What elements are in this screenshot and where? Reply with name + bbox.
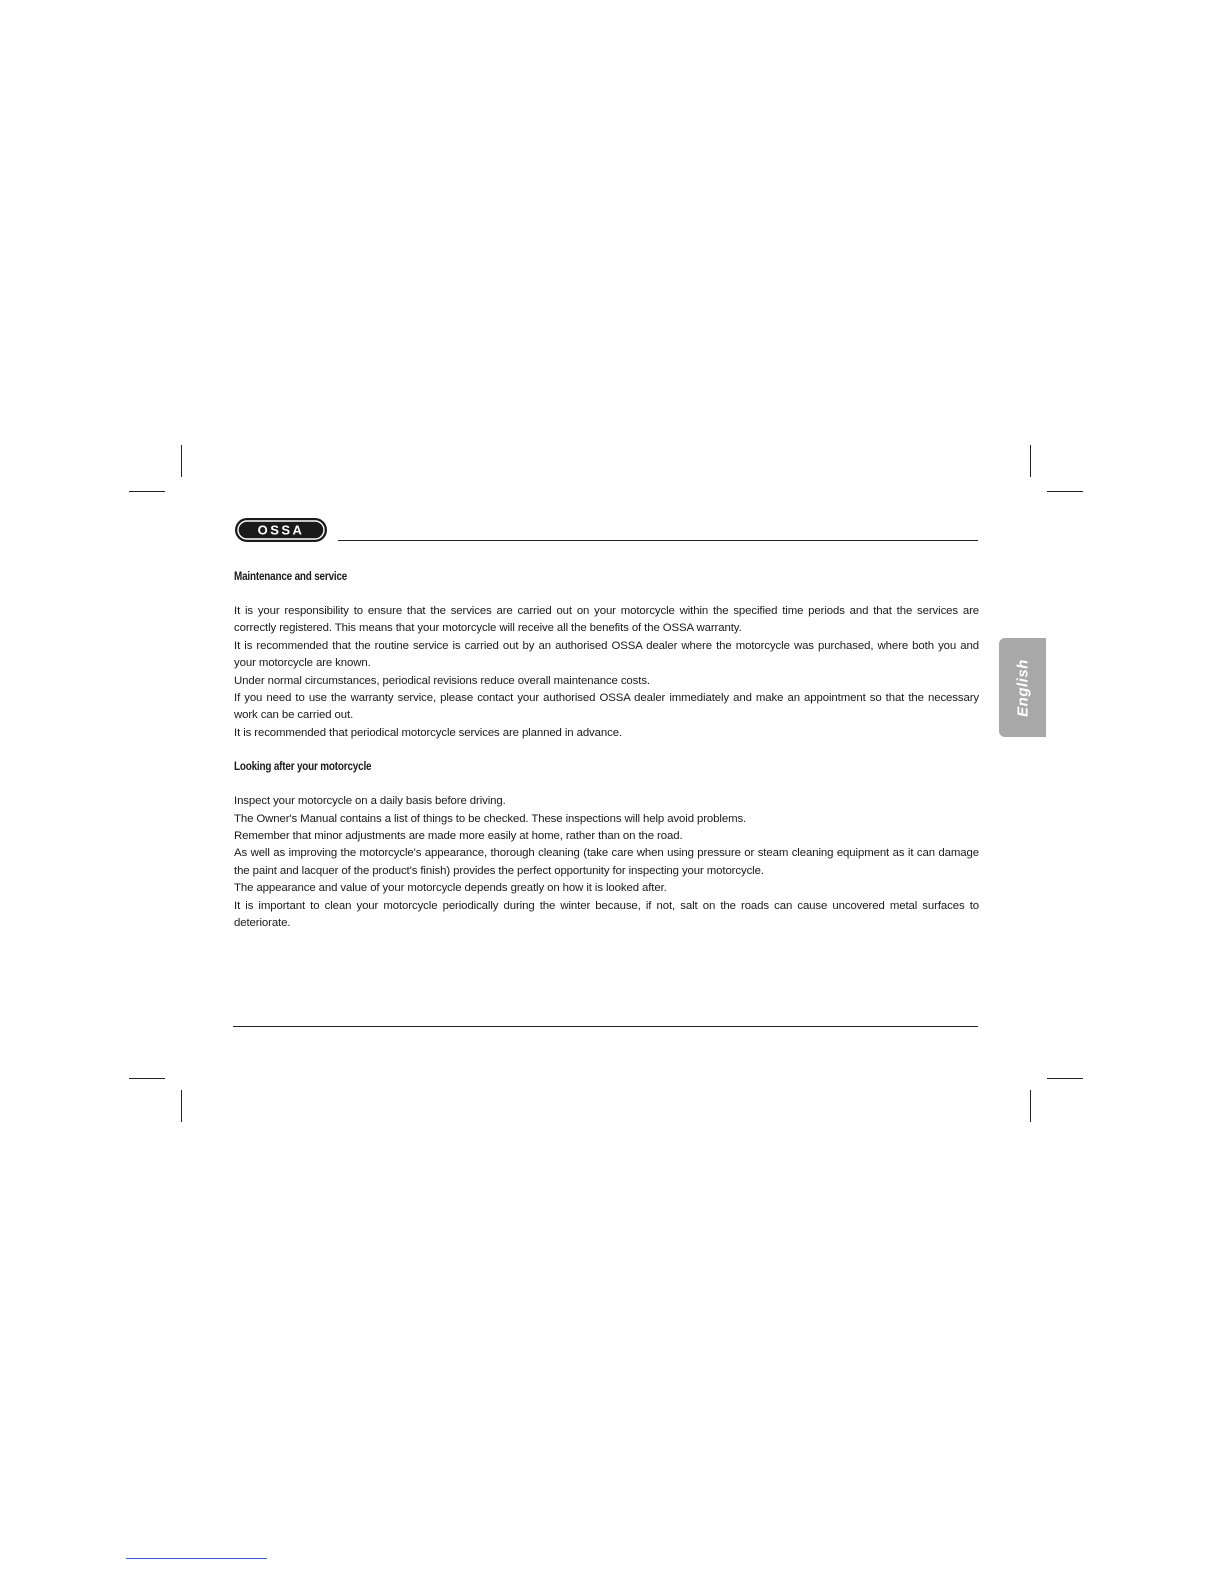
section-looking-after [234,759,979,932]
paragraph: Inspect your motorcycle on a daily basis before driving. [234,795,506,808]
paragraph: It is recommended that periodical motorcycle services are planned in advance. [234,726,623,739]
paragraph: It is important to clean your motorcycle periodically during the winter because, if not, salt on the roads can cause uncovered metal surfaces to deteriorate. [234,899,979,930]
paragraph: It is recommended that the routine service is carried out by an authorised OSSA dealer where the motorcycle was purchased, where both you and your motorcycle are known. [234,639,979,670]
crop-mark-top-left-horizontal [129,491,165,492]
language-tab [999,638,1046,737]
section-maintenance [234,569,979,742]
paragraph: Under normal circumstances, periodical revisions reduce overall maintenance costs. [234,674,650,687]
crop-mark-bottom-right-horizontal [1047,1078,1083,1079]
page-content [234,569,979,933]
paragraph: As well as improving the motorcycle's appearance, thorough cleaning (take care when using pressure or steam cleaning equipment as it can damage the paint and lacquer of the product's finish) provides the perfect opportunity for inspecting your motorcycle. [234,847,979,877]
crop-mark-top-left-vertical [181,445,182,477]
language-tab-label: English [1014,658,1031,717]
crop-mark-bottom-right-vertical [1030,1090,1031,1122]
crop-mark-bottom-left-vertical [181,1090,182,1122]
section-heading: Looking after your motorcycle [234,761,372,774]
paragraph: If you need to use the warranty service, please contact your authorised OSSA dealer immediately and make an appointment so that the necessary work can be carried out. [234,692,979,722]
footer-rule [233,1026,978,1027]
bottom-link-underline [126,1558,267,1559]
paragraph: It is your responsibility to ensure that the services are carried out on your motorcycle within the specified time periods and that the services are correctly registered. This means that your motorcycle will receive all the benefits of the OSSA warranty. [234,605,979,635]
paragraph: Remember that minor adjustments are made more easily at home, rather than on the road. [234,830,683,843]
header-rule [338,540,978,541]
paragraph: The Owner's Manual contains a list of things to be checked. These inspections will help avoid problems. [234,812,747,825]
ossa-logo [234,517,328,543]
crop-mark-bottom-left-horizontal [129,1078,165,1079]
crop-mark-top-right-vertical [1030,445,1031,477]
section-heading: Maintenance and service [234,571,348,583]
logo-text: OSSA [257,522,305,538]
paragraph: The appearance and value of your motorcycle depends greatly on how it is looked after. [234,882,667,895]
crop-mark-top-right-horizontal [1047,491,1083,492]
